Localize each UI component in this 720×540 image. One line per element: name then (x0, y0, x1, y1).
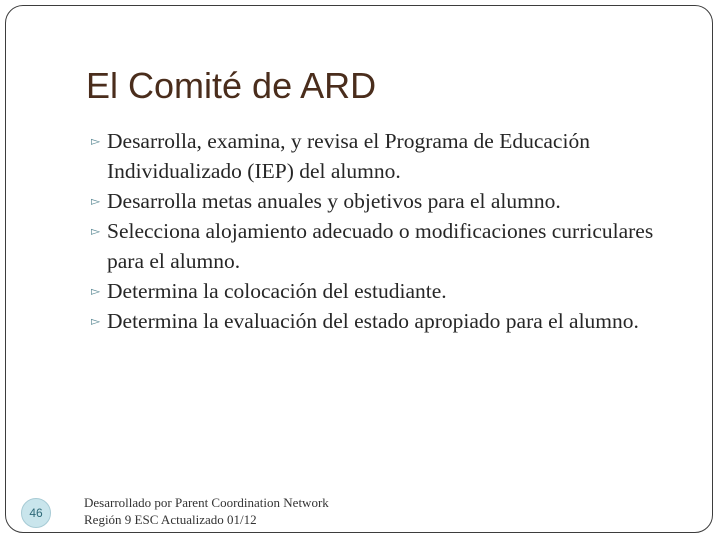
page-number-badge: 46 (21, 498, 51, 528)
bullet-text: Desarrolla, examina, y revisa el Programa de Educación Individualizado (IEP) del alumno. (107, 129, 590, 183)
bullet-chevron-icon: ▻ (91, 314, 101, 328)
bullet-chevron-icon: ▻ (91, 194, 101, 208)
bullet-chevron-icon: ▻ (91, 134, 101, 148)
bullet-text: Determina la evaluación del estado apropiado para el alumno. (107, 309, 639, 333)
bullet-item (86, 306, 686, 336)
bullet-text: Determina la colocación del estudiante. (107, 279, 447, 303)
slide-title: El Comité de ARD (86, 65, 377, 106)
slide-frame (5, 5, 713, 533)
bullet-item (86, 186, 686, 216)
bullet-item (86, 276, 686, 306)
bullet-text: Desarrolla metas anuales y objetivos para el alumno. (107, 189, 561, 213)
bullet-chevron-icon: ▻ (91, 284, 101, 298)
footer-region-date: Región 9 ESC Actualizado 01/12 (84, 512, 257, 527)
footer (84, 494, 329, 528)
bullet-chevron-icon: ▻ (91, 224, 101, 238)
footer-credit: Desarrollado por Parent Coordination Network (84, 495, 329, 510)
bullet-text: Selecciona alojamiento adecuado o modificaciones curriculares para el alumno. (107, 219, 654, 273)
bullet-item (86, 216, 686, 276)
bullet-item (86, 126, 686, 186)
bullet-list (86, 126, 686, 336)
